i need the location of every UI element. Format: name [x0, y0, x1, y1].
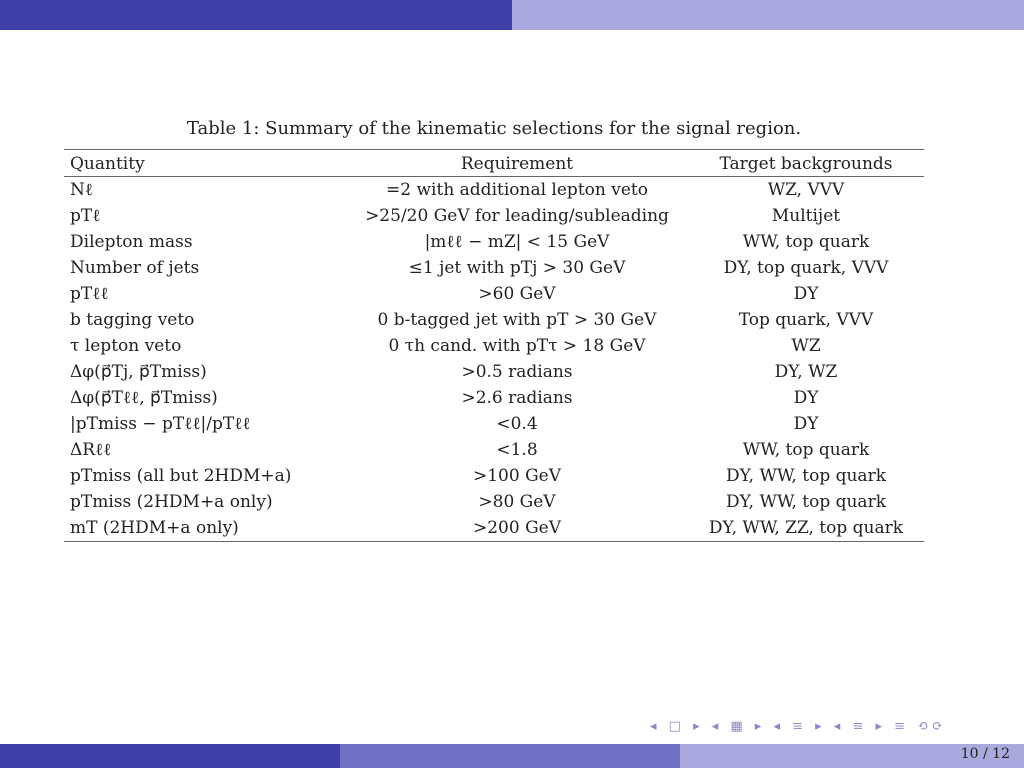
header-bar: [0, 0, 1024, 30]
cell-quantity: τ lepton veto: [70, 336, 182, 357]
cell-quantity: pTmiss (2HDM+a only): [70, 492, 273, 513]
table-row: [64, 489, 924, 515]
table-row: [64, 437, 924, 463]
cell-target: DY, top quark, VVV: [723, 258, 889, 279]
page-number: 10 / 12: [960, 746, 1010, 762]
header-requirement: Requirement: [346, 150, 688, 177]
cell-target: DY, WW, top quark: [726, 466, 886, 487]
cell-quantity: Δφ(p⃗Tℓℓ, p⃗Tmiss): [70, 388, 218, 409]
table-row: [64, 203, 924, 229]
header-quantity: Quantity: [64, 150, 346, 177]
cell-requirement: >2.6 radians: [461, 388, 573, 409]
table-row: [64, 177, 924, 204]
cell-requirement: >200 GeV: [346, 515, 688, 542]
cell-quantity: pTℓℓ: [70, 284, 109, 305]
table-caption: Table 1: Summary of the kinematic selections for the signal region.: [186, 118, 802, 139]
cell-target: Top quark, VVV: [738, 310, 874, 331]
table-row: [64, 307, 924, 333]
cell-quantity: b tagging veto: [70, 310, 195, 331]
cell-target: WZ: [791, 336, 821, 357]
selection-table-container: [64, 118, 924, 542]
cell-target: DY, WW, ZZ, top quark: [688, 515, 924, 542]
cell-requirement: >80 GeV: [478, 492, 556, 513]
slide-navigation-icons[interactable]: ◂ □ ▸ ◂ ▦ ▸ ◂ ≡ ▸ ◂ ≡ ▸ ≡ ⟲⟳: [650, 719, 947, 734]
cell-requirement: >0.5 radians: [461, 362, 573, 383]
table-row: [64, 385, 924, 411]
table-row: [64, 463, 924, 489]
cell-requirement: 0 b-tagged jet with pT > 30 GeV: [377, 310, 657, 331]
cell-requirement: <0.4: [496, 414, 538, 435]
table-row: [64, 255, 924, 281]
cell-quantity: ΔRℓℓ: [70, 440, 112, 461]
cell-target: WW, top quark: [742, 232, 870, 253]
cell-requirement: |mℓℓ − mZ| < 15 GeV: [424, 232, 610, 253]
cell-target: Multijet: [771, 206, 841, 227]
cell-requirement: ≤1 jet with pTj > 30 GeV: [408, 258, 626, 279]
header-bar-right: [512, 0, 1024, 30]
footer-bar-right: [680, 744, 1024, 768]
table-row: [64, 359, 924, 385]
cell-quantity: mT (2HDM+a only): [64, 515, 346, 542]
cell-target: DY, WZ: [774, 362, 838, 383]
cell-target: WW, top quark: [742, 440, 870, 461]
table-row: [64, 281, 924, 307]
header-bar-left: [0, 0, 512, 30]
cell-quantity: Δφ(p⃗Tj, p⃗Tmiss): [70, 362, 207, 383]
cell-requirement: >100 GeV: [472, 466, 561, 487]
cell-requirement: >60 GeV: [478, 284, 556, 305]
footer-bar-middle: [340, 744, 680, 768]
table-row: [64, 229, 924, 255]
cell-target: DY: [793, 388, 819, 409]
cell-target: WZ, VVV: [767, 180, 845, 201]
cell-requirement: <1.8: [496, 440, 538, 461]
cell-quantity: |pTmiss − pTℓℓ|/pTℓℓ: [70, 414, 251, 435]
cell-requirement: 0 τh cand. with pTτ > 18 GeV: [388, 336, 646, 357]
cell-target: DY: [793, 414, 819, 435]
table-row: [64, 515, 924, 542]
table-row: [64, 333, 924, 359]
table-header-row: [64, 150, 924, 177]
cell-requirement: >25/20 GeV for leading/subleading: [365, 206, 669, 227]
header-target-backgrounds: Target backgrounds: [688, 150, 924, 177]
footer-bar-left: [0, 744, 340, 768]
table-row: [64, 411, 924, 437]
cell-quantity: Nℓ: [70, 180, 94, 201]
cell-quantity: Number of jets: [70, 258, 200, 279]
cell-target: DY: [793, 284, 819, 305]
footer-bar: [0, 744, 1024, 768]
cell-quantity: Dilepton mass: [70, 232, 193, 253]
cell-quantity: pTmiss (all but 2HDM+a): [70, 466, 292, 487]
cell-quantity: pTℓ: [70, 206, 101, 227]
cell-target: DY, WW, top quark: [726, 492, 886, 513]
cell-requirement: =2 with additional lepton veto: [386, 180, 648, 201]
kinematic-selection-table: [64, 149, 924, 542]
